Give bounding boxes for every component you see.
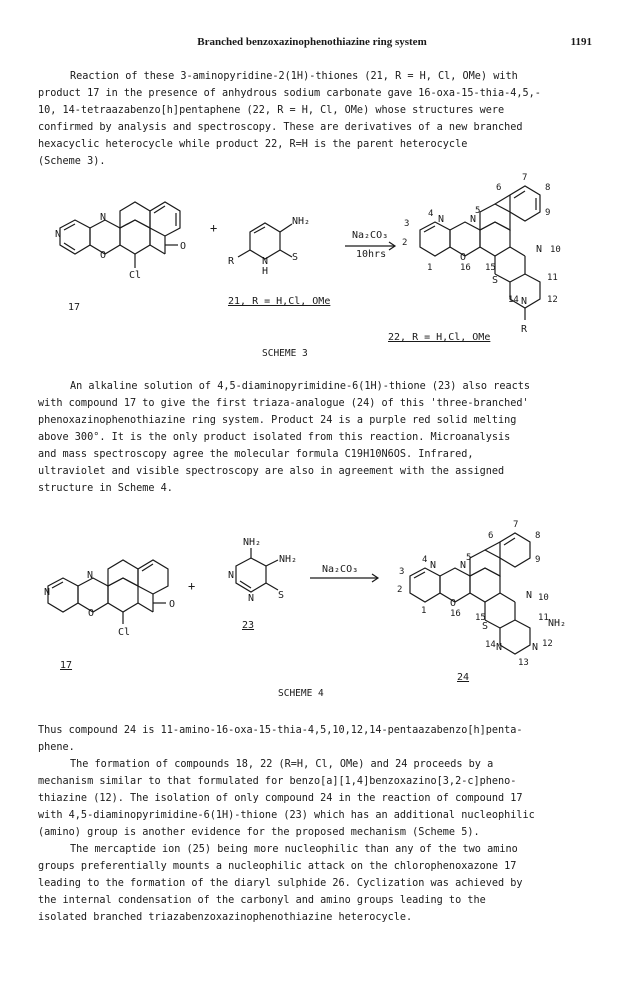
atom-n: N: [470, 214, 477, 225]
text-line: with 4,5-diaminopyrimidine-6(1H)-thione (23) which has an additional nucleophilic: [38, 810, 535, 821]
atom-n: N: [460, 560, 467, 571]
atom-n: N: [536, 244, 543, 255]
text-line: (Scheme 3).: [38, 156, 106, 167]
atom-n: N: [248, 593, 255, 604]
page-number: 1191: [570, 36, 592, 48]
paragraph-scheme4-intro: [38, 378, 586, 497]
text-line: isolated branched triazabenzoxazinophenothiazine heterocycle.: [38, 912, 413, 923]
ring-number: 5: [466, 553, 472, 563]
scheme-3: [0, 160, 624, 365]
text-line: (amino) group is another evidence for the proposed mechanism (Scheme 5).: [38, 827, 480, 838]
text-line: thiazine (12). The isolation of only compound 24 in the reaction of compound 17: [38, 793, 523, 804]
text-line: An alkaline solution of 4,5-diaminopyrimidine-6(1H)-thione (23) also reacts: [70, 381, 531, 392]
atom-h: H: [262, 266, 269, 277]
ring-number: 2: [402, 238, 408, 248]
ring-number: 4: [422, 555, 428, 565]
ring-number: 9: [535, 555, 541, 565]
ring-number: 1: [427, 263, 433, 273]
ring-number: 10: [550, 245, 561, 255]
compound-23-structure: [236, 548, 278, 592]
atom-n: N: [532, 642, 539, 653]
ring-number: 7: [522, 173, 528, 183]
atom-nh2: NH₂: [292, 216, 311, 227]
scheme-4: [0, 520, 624, 705]
text-line: Reaction of these 3-aminopyridine-2(1H)-thiones (21, R = H, Cl, OMe) with: [70, 71, 518, 82]
atom-n: N: [438, 214, 445, 225]
ring-number: 6: [488, 531, 494, 541]
compound-label-24: 24: [457, 672, 470, 683]
reagent-label: Na₂CO₃: [322, 564, 359, 575]
ring-number: 14: [485, 640, 496, 650]
ring-number: 16: [450, 609, 461, 619]
ring-number: 13: [518, 658, 529, 668]
text-line: and mass spectroscopy agree the molecular formula C19H10N6OS. Infrared,: [38, 449, 474, 460]
atom-n: N: [430, 560, 437, 571]
atom-carbonyl-o: O: [169, 599, 176, 610]
plus-sign: +: [188, 579, 196, 593]
ring-number: 2: [397, 585, 403, 595]
text-line: with compound 17 to give the first triaza-analogue (24) of this 'three-branched': [38, 398, 529, 409]
text-line: phene.: [38, 742, 75, 753]
text-line: mechanism similar to that formulated for benzo[a][1,4]benzoxazino[3,2-c]pheno-: [38, 776, 517, 787]
compound-24-structure: [410, 533, 533, 654]
text-line: confirmed by analysis and spectroscopy. These are derivatives of a new branched: [38, 122, 523, 133]
text-line: phenoxazinophenothiazine ring system. Product 24 is a purple red solid melting: [38, 415, 517, 426]
compound-label-17: 17: [68, 302, 81, 313]
ring-number: 12: [547, 295, 558, 305]
text-line: structure in Scheme 4.: [38, 483, 173, 494]
text-line: 10, 14-tetraazabenzo[h]pentaphene (22, R = H, Cl, OMe) whose structures were: [38, 105, 505, 116]
atom-n: N: [496, 642, 503, 653]
ring-number: 4: [428, 209, 434, 219]
text-line: The mercaptide ion (25) being more nucleophilic than any of the two amino: [70, 844, 518, 855]
compound-21-structure: [238, 223, 292, 259]
text-line: product 17 in the presence of anhydrous sodium carbonate gave 16-oxa-15-thia-4,5,-: [38, 88, 541, 99]
paragraph-conclusion: [38, 722, 586, 926]
atom-s: S: [482, 621, 489, 632]
atom-o: O: [460, 252, 467, 263]
ring-number: 9: [545, 208, 551, 218]
ring-number: 1: [421, 606, 427, 616]
compound-17-structure: [48, 560, 168, 624]
atom-n: N: [526, 590, 533, 601]
compound-label-17: 17: [60, 660, 73, 671]
text-line: above 300°. It is the only product isolated from this reaction. Microanalysis: [38, 432, 511, 443]
atom-s: S: [278, 590, 285, 601]
atom-o: O: [88, 608, 95, 619]
ring-number: 15: [475, 613, 486, 623]
atom-r: R: [521, 324, 528, 335]
reaction-arrow: [310, 574, 378, 582]
running-header: [0, 36, 624, 54]
ring-number: 8: [545, 183, 551, 193]
compound-17-structure: [60, 202, 180, 268]
paragraph-scheme3-intro: [38, 68, 586, 170]
atom-cl: Cl: [118, 627, 131, 638]
scheme-caption: SCHEME 4: [278, 688, 324, 699]
atom-n: N: [228, 570, 235, 581]
atom-n: N: [100, 212, 107, 223]
text-line: groups preferentially mounts a nucleophilic attack on the chlorophenoxazone 17: [38, 861, 517, 872]
atom-n: N: [87, 570, 94, 581]
atom-n: N: [44, 587, 51, 598]
text-line: ultraviolet and visible spectroscopy are also in agreement with the assigned: [38, 466, 505, 477]
atom-o: O: [450, 598, 457, 609]
ring-number: 14: [508, 295, 519, 305]
ring-number: 8: [535, 531, 541, 541]
atom-n: N: [521, 296, 528, 307]
ring-number: 6: [496, 183, 502, 193]
atom-s: S: [292, 252, 299, 263]
ring-number: 5: [475, 206, 481, 216]
running-title: Branched benzoxazinophenothiazine ring system: [197, 36, 427, 48]
atom-nh2: NH₂: [243, 537, 262, 548]
atom-cl: Cl: [129, 270, 142, 281]
ring-number: 11: [538, 613, 549, 623]
ring-number: 10: [538, 593, 549, 603]
text-line: The formation of compounds 18, 22 (R=H, Cl, OMe) and 24 proceeds by a: [70, 759, 494, 770]
atom-n: N: [262, 256, 269, 267]
ring-number: 15: [485, 263, 496, 273]
text-line: Thus compound 24 is 11-amino-16-oxa-15-thia-4,5,10,12,14-pentaazabenzo[h]penta-: [38, 725, 523, 736]
ring-number: 11: [547, 273, 558, 283]
plus-sign: +: [210, 221, 218, 235]
compound-label-21: 21, R = H,Cl, OMe: [228, 296, 331, 307]
scheme-caption: SCHEME 3: [262, 348, 308, 359]
ring-number: 12: [542, 639, 553, 649]
text-line: hexacyclic heterocycle while product 22, R=H is the parent heterocycle: [38, 139, 468, 150]
reagent-label: Na₂CO₃: [352, 230, 389, 241]
condition-label: 10hrs: [356, 249, 387, 260]
text-line: leading to the formation of the diaryl sulphide 26. Cyclization was achieved by: [38, 878, 523, 889]
ring-number: 16: [460, 263, 471, 273]
ring-number: 7: [513, 520, 519, 530]
atom-r: R: [228, 256, 235, 267]
atom-s: S: [492, 275, 499, 286]
atom-n: N: [55, 229, 62, 240]
atom-nh2: NH₂: [279, 554, 298, 565]
atom-carbonyl-o: O: [180, 241, 187, 252]
compound-label-22: 22, R = H,Cl, OMe: [388, 332, 491, 343]
atom-o: O: [100, 250, 107, 261]
ring-number: 3: [399, 567, 405, 577]
compound-label-23: 23: [242, 620, 255, 631]
text-line: the internal condensation of the carbonyl and amino groups leading to the: [38, 895, 486, 906]
ring-number: 3: [404, 219, 410, 229]
atom-nh2: NH₂: [548, 618, 567, 629]
